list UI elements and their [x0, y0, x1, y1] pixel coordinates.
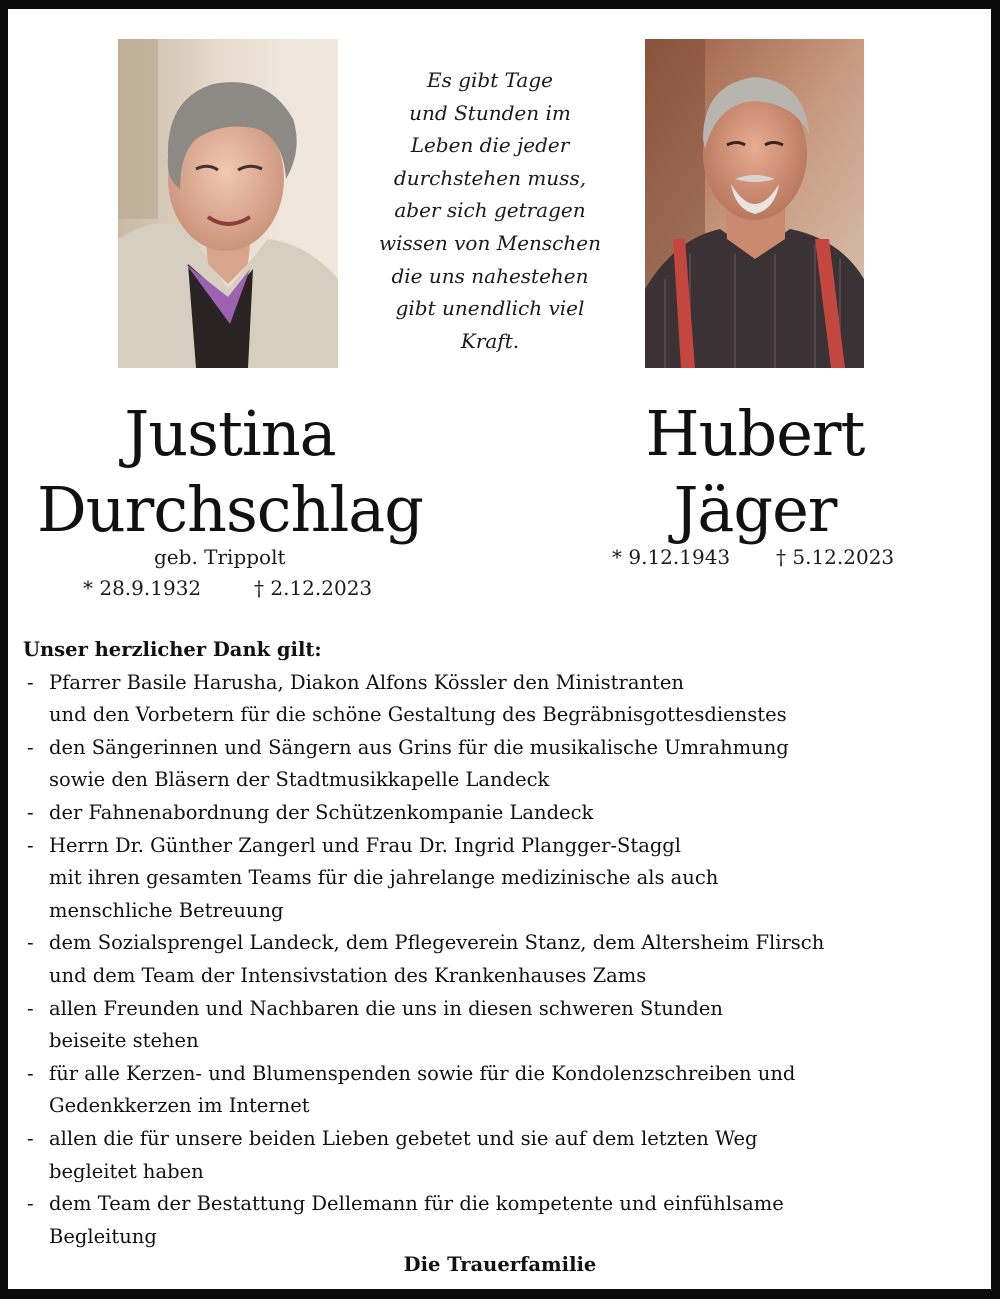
- poem-line: und Stunden im: [409, 100, 571, 125]
- list-item-line: den Sängerinnen und Sängern aus Grins für die musikalische Umrahmung: [49, 735, 789, 759]
- list-item: [23, 1123, 973, 1188]
- poem-line: die uns nahestehen: [391, 263, 589, 288]
- bullet-dash: -: [27, 800, 34, 824]
- poem-line: gibt unendlich viel: [395, 296, 585, 321]
- list-item-line: sowie den Bläsern der Stadtmusikkapelle Landeck: [49, 768, 550, 792]
- list-item-line: der Fahnenabordnung der Schützenkompanie Landeck: [49, 800, 594, 824]
- list-item: [23, 830, 973, 928]
- left-maiden-name: geb. Trippolt: [154, 545, 286, 569]
- poem-line: wissen von Menschen: [379, 230, 601, 255]
- left-birth-date: * 28.9.1932: [83, 576, 202, 600]
- bullet-dash: -: [27, 735, 34, 759]
- list-item: [23, 797, 973, 830]
- list-item-line: beiseite stehen: [49, 1029, 199, 1053]
- list-item-line: allen Freunden und Nachbaren die uns in diesen schweren Stunden: [49, 996, 723, 1020]
- list-item-line: begleitet haben: [49, 1159, 204, 1183]
- right-death-date: † 5.12.2023: [776, 545, 895, 569]
- bullet-dash: -: [27, 1192, 34, 1216]
- bullet-dash: -: [27, 1061, 34, 1085]
- poem-line: aber sich getragen: [394, 198, 586, 223]
- list-item-line: für alle Kerzen- und Blumenspenden sowie für die Kondolenzschreiben und: [49, 1061, 796, 1085]
- bullet-dash: -: [27, 1126, 34, 1150]
- right-last-name: Jäger: [673, 473, 837, 546]
- poem-line: Kraft.: [460, 328, 520, 353]
- right-birth-date: * 9.12.1943: [612, 545, 731, 569]
- list-item-line: allen die für unsere beiden Lieben gebetet und sie auf dem letzten Weg: [49, 1126, 758, 1150]
- thanks-heading: Unser herzlicher Dank gilt:: [23, 638, 322, 661]
- thanks-section: [23, 634, 973, 1253]
- left-first-name: Justina: [124, 397, 336, 470]
- poem-line: durchstehen muss,: [393, 165, 587, 190]
- list-item: [23, 1188, 973, 1253]
- list-item-line: und den Vorbetern für die schöne Gestaltung des Begräbnisgottesdienstes: [49, 703, 787, 727]
- left-last-name: Durchschlag: [37, 473, 423, 546]
- list-item: [23, 667, 973, 732]
- bullet-dash: -: [27, 996, 34, 1020]
- list-item-line: dem Sozialsprengel Landeck, dem Pflegeverein Stanz, dem Altersheim Flirsch: [49, 931, 825, 955]
- list-item-line: und dem Team der Intensivstation des Krankenhauses Zams: [49, 963, 647, 987]
- list-item-line: mit ihren gesamten Teams für die jahrelange medizinische als auch: [49, 866, 719, 890]
- right-first-name: Hubert: [645, 397, 865, 470]
- list-item: [23, 1058, 973, 1123]
- signature: Die Trauerfamilie: [403, 1253, 597, 1276]
- list-item-line: Pfarrer Basile Harusha, Diakon Alfons Kössler den Ministranten: [49, 670, 684, 694]
- poem-line: Leben die jeder: [410, 133, 570, 158]
- bullet-dash: -: [27, 931, 34, 955]
- left-death-date: † 2.12.2023: [254, 576, 373, 600]
- list-item-line: Gedenkkerzen im Internet: [49, 1094, 310, 1118]
- bullet-dash: -: [27, 833, 34, 857]
- bullet-dash: -: [27, 670, 34, 694]
- list-item-line: menschliche Betreuung: [49, 898, 284, 922]
- poem: [358, 64, 622, 357]
- list-item: [23, 732, 973, 797]
- portrait-photo-right: [645, 39, 864, 368]
- list-item-line: Herrn Dr. Günther Zangerl und Frau Dr. Ingrid Plangger-Staggl: [49, 833, 682, 857]
- poem-line: Es gibt Tage: [427, 68, 553, 92]
- portrait-photo-left: [118, 39, 338, 368]
- list-item: [23, 927, 973, 992]
- list-item-line: dem Team der Bestattung Dellemann für die kompetente und einfühlsame: [49, 1192, 784, 1216]
- list-item-line: Begleitung: [49, 1224, 157, 1248]
- list-item: [23, 993, 973, 1058]
